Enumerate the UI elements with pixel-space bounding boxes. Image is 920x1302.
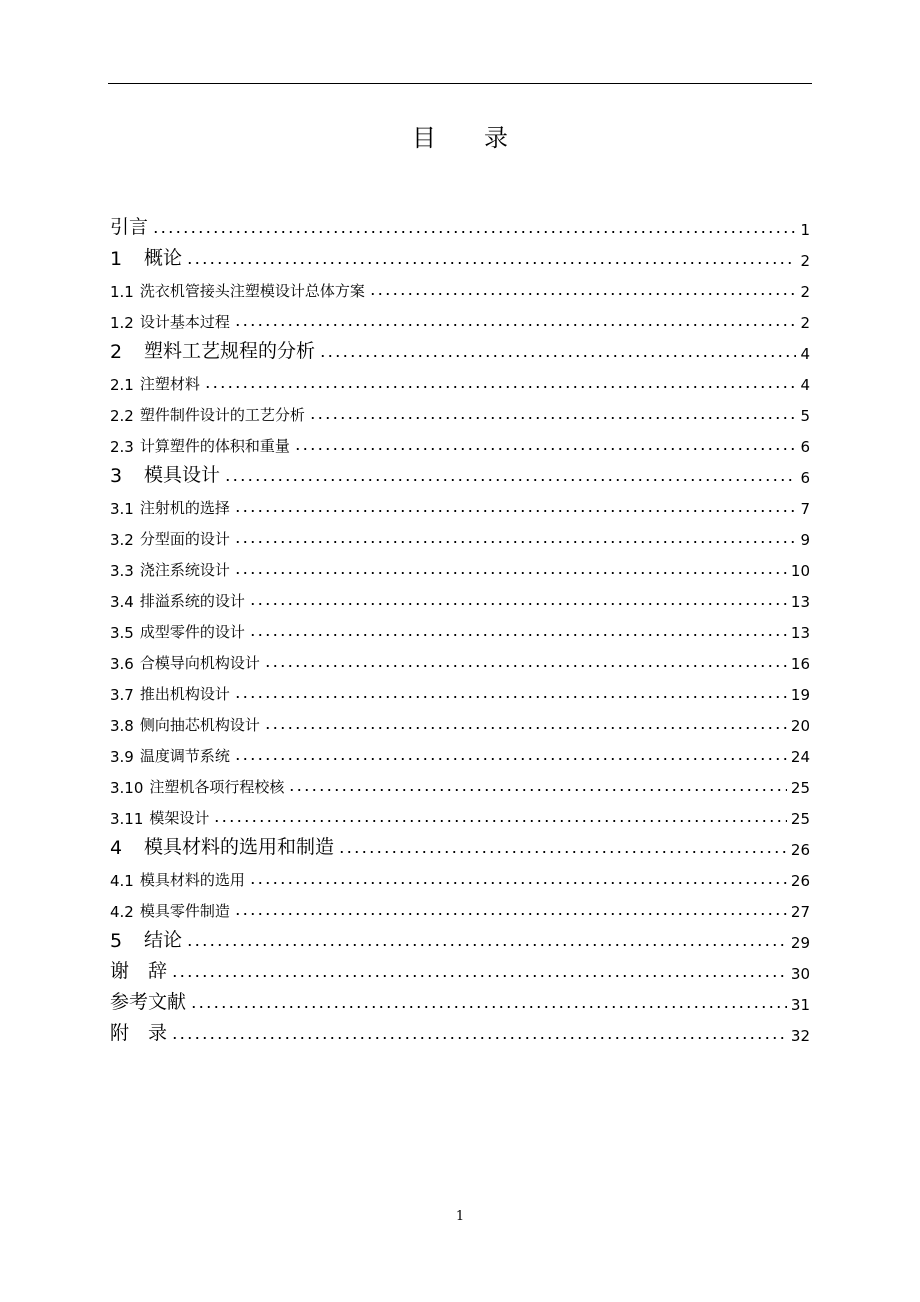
toc-entry-label: 结论: [144, 929, 183, 951]
toc-entry-page: 29: [790, 934, 810, 952]
dot-leader: [186, 935, 787, 947]
toc-entry-page: 31: [790, 996, 810, 1014]
toc-entry-label: 注塑材料: [139, 375, 200, 393]
toc-entry-label: 推出机构设计: [139, 685, 230, 703]
toc-entry-page: 2: [800, 252, 810, 270]
toc-entry-page: 13: [790, 624, 810, 642]
toc-entry[interactable]: [110, 797, 810, 828]
toc-entry-page: 24: [790, 748, 810, 766]
dot-leader: [171, 1028, 787, 1040]
toc-entry-page: 27: [790, 903, 810, 921]
toc-entry[interactable]: [110, 1014, 810, 1045]
toc-entry[interactable]: [110, 208, 810, 239]
toc-entry[interactable]: [110, 735, 810, 766]
toc-entry[interactable]: [110, 828, 810, 859]
toc-entry[interactable]: [110, 983, 810, 1014]
toc-entry-number: 4.1: [110, 872, 134, 890]
header-rule: [108, 83, 812, 84]
toc-entry-number: 3.4: [110, 593, 134, 611]
toc-entry[interactable]: [110, 766, 810, 797]
toc-entry[interactable]: [110, 890, 810, 921]
toc-entry-page: 1: [800, 221, 810, 239]
toc-entry-label: 注射机的选择: [139, 499, 230, 517]
toc-entry-number: 3.7: [110, 686, 134, 704]
toc-entry-label: 浇注系统设计: [139, 561, 230, 579]
toc-entry-number: 3.1: [110, 500, 134, 518]
toc-entry-page: 25: [790, 779, 810, 797]
toc-entry-page: 20: [790, 717, 810, 735]
toc-entry[interactable]: [110, 611, 810, 642]
toc-entry-label: 模具材料的选用: [139, 871, 245, 889]
toc-entry[interactable]: [110, 363, 810, 394]
toc-entry-number: 5: [110, 930, 123, 952]
dot-leader: [288, 780, 786, 792]
dot-leader: [309, 408, 796, 420]
toc-entry-page: 2: [800, 314, 810, 332]
toc-entry-label: 温度调节系统: [139, 747, 230, 765]
dot-leader: [249, 594, 787, 606]
toc-entry-page: 6: [800, 438, 810, 456]
dot-leader: [234, 904, 787, 916]
toc-entry-number: 3.11: [110, 810, 144, 828]
toc-entry-page: 13: [790, 593, 810, 611]
toc-entry[interactable]: [110, 487, 810, 518]
dot-leader: [234, 501, 796, 513]
toc-entry-label: 合模导向机构设计: [139, 654, 260, 672]
toc-entry-number: 3.3: [110, 562, 134, 580]
toc-entry[interactable]: [110, 301, 810, 332]
toc-entry-number: 4: [110, 837, 123, 859]
dot-leader: [234, 315, 796, 327]
toc-entry-label: 塑件制件设计的工艺分析: [139, 406, 305, 424]
dot-leader: [152, 222, 796, 234]
toc-entry-page: 10: [790, 562, 810, 580]
toc-entry-number: 4.2: [110, 903, 134, 921]
toc-entry-label: 附 录: [110, 1022, 168, 1044]
toc-entry-page: 26: [790, 841, 810, 859]
toc-entry-number: 3.10: [110, 779, 144, 797]
dot-leader: [319, 346, 796, 358]
dot-leader: [234, 563, 787, 575]
dot-leader: [338, 842, 787, 854]
toc-entry-number: 3.9: [110, 748, 134, 766]
toc-entry-number: 2.3: [110, 438, 134, 456]
toc-entry-number: 1.2: [110, 314, 134, 332]
toc-entry-label: 分型面的设计: [139, 530, 230, 548]
toc-entry[interactable]: [110, 549, 810, 580]
toc-entry[interactable]: [110, 952, 810, 983]
toc-entry-number: 3.6: [110, 655, 134, 673]
toc-entry-page: 30: [790, 965, 810, 983]
toc-entry-number: 3: [110, 465, 123, 487]
toc-entry-number: 1.1: [110, 283, 134, 301]
toc-entry-label: 谢 辞: [110, 960, 168, 982]
dot-leader: [224, 470, 796, 482]
toc-entry-number: 2: [110, 341, 123, 363]
dot-leader: [213, 811, 786, 823]
toc-entry-page: 4: [800, 345, 810, 363]
dot-leader: [190, 997, 787, 1009]
page-title: 目 录: [412, 124, 508, 152]
toc-entry-label: 塑料工艺规程的分析: [144, 340, 316, 362]
toc-entry[interactable]: [110, 642, 810, 673]
toc-entry-page: 2: [800, 283, 810, 301]
toc-entry-page: 7: [800, 500, 810, 518]
toc-entry[interactable]: [110, 518, 810, 549]
toc-entry-label: 计算塑件的体积和重量: [139, 437, 290, 455]
toc-entry-page: 4: [800, 376, 810, 394]
toc-entry[interactable]: [110, 270, 810, 301]
toc-entry[interactable]: [110, 425, 810, 456]
toc-entry[interactable]: [110, 394, 810, 425]
toc-entry-label: 模架设计: [149, 809, 210, 827]
toc-entry-label: 模具设计: [144, 464, 221, 486]
toc-entry-label: 设计基本过程: [139, 313, 230, 331]
toc-entry-page: 6: [800, 469, 810, 487]
toc-entry-label: 引言: [110, 216, 149, 238]
dot-leader: [294, 439, 796, 451]
toc-entry[interactable]: [110, 580, 810, 611]
toc-entry-number: 2.1: [110, 376, 134, 394]
toc-entry-label: 概论: [144, 247, 183, 269]
toc-entry[interactable]: [110, 921, 810, 952]
toc-entry[interactable]: [110, 859, 810, 890]
toc-entry-number: 3.8: [110, 717, 134, 735]
dot-leader: [264, 656, 787, 668]
toc-entry[interactable]: [110, 456, 810, 487]
dot-leader: [171, 966, 787, 978]
footer-page-number: 1: [455, 1209, 465, 1224]
toc-entry-label: 排溢系统的设计: [139, 592, 245, 610]
dot-leader: [204, 377, 796, 389]
toc-entry-label: 模具材料的选用和制造: [144, 836, 335, 858]
table-of-contents: [110, 208, 810, 1045]
toc-entry-number: 1: [110, 248, 123, 270]
toc-entry-label: 洗衣机管接头注塑模设计总体方案: [139, 282, 365, 300]
toc-entry-label: 参考文献: [110, 991, 187, 1013]
toc-entry-page: 5: [800, 407, 810, 425]
dot-leader: [186, 253, 796, 265]
toc-entry-page: 32: [790, 1027, 810, 1045]
toc-entry[interactable]: [110, 332, 810, 363]
dot-leader: [234, 532, 796, 544]
toc-entry-number: 3.5: [110, 624, 134, 642]
toc-entry-label: 成型零件的设计: [139, 623, 245, 641]
toc-entry[interactable]: [110, 704, 810, 735]
toc-entry[interactable]: [110, 239, 810, 270]
toc-entry[interactable]: [110, 673, 810, 704]
toc-entry-page: 19: [790, 686, 810, 704]
dot-leader: [249, 625, 787, 637]
toc-entry-number: 3.2: [110, 531, 134, 549]
toc-entry-page: 25: [790, 810, 810, 828]
dot-leader: [234, 749, 787, 761]
toc-entry-label: 模具零件制造: [139, 902, 230, 920]
dot-leader: [234, 687, 787, 699]
toc-entry-page: 9: [800, 531, 810, 549]
toc-entry-label: 侧向抽芯机构设计: [139, 716, 260, 734]
toc-entry-page: 26: [790, 872, 810, 890]
dot-leader: [249, 873, 787, 885]
toc-entry-label: 注塑机各项行程校核: [149, 778, 285, 796]
dot-leader: [369, 284, 796, 296]
toc-entry-page: 16: [790, 655, 810, 673]
dot-leader: [264, 718, 787, 730]
toc-entry-number: 2.2: [110, 407, 134, 425]
